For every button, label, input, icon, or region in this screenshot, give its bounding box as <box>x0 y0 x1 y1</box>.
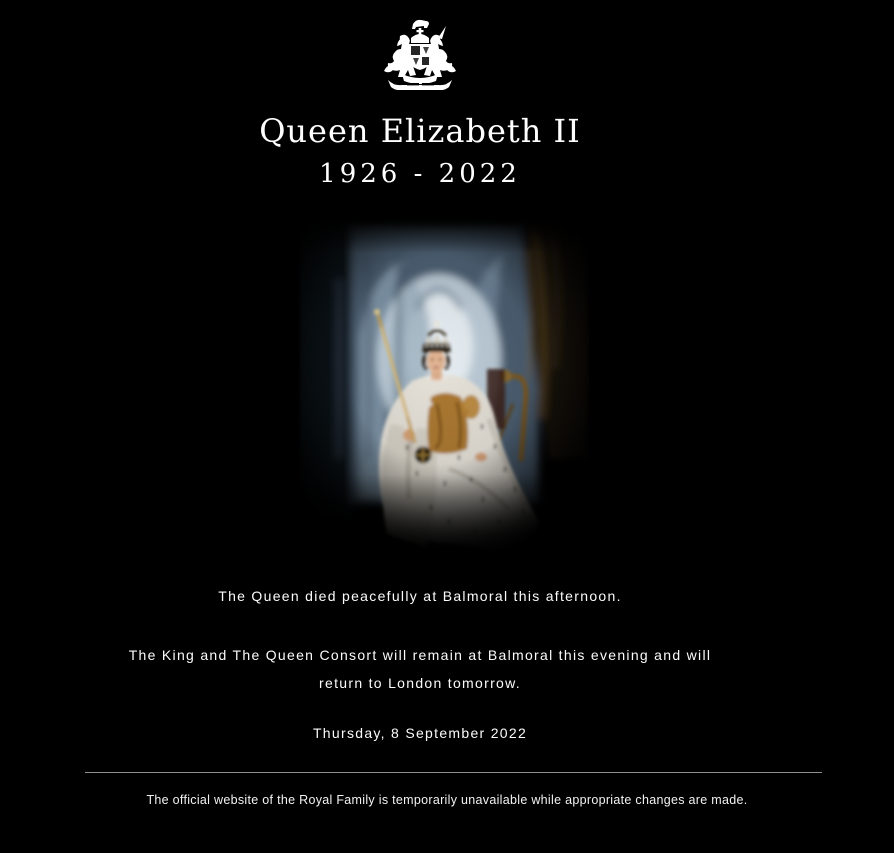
page-title: Queen Elizabeth II <box>259 112 581 150</box>
content-column <box>0 14 840 747</box>
page-years: 1926 - 2022 <box>319 159 521 189</box>
royal-coat-of-arms-icon <box>379 14 461 90</box>
queen-portrait <box>299 219 589 554</box>
footer-notice: The official website of the Royal Family is temporarily unavailable while appropriate changes are made. <box>146 793 748 807</box>
announcement-date: Thursday, 8 September 2022 <box>312 725 528 741</box>
footer-divider <box>85 772 822 773</box>
announcement-line-2: The King and The Queen Consort will remain at Balmoral this evening and will return to London tomorrow. <box>128 647 712 691</box>
announcement-line-1: The Queen died peacefully at Balmoral this afternoon. <box>218 588 622 604</box>
